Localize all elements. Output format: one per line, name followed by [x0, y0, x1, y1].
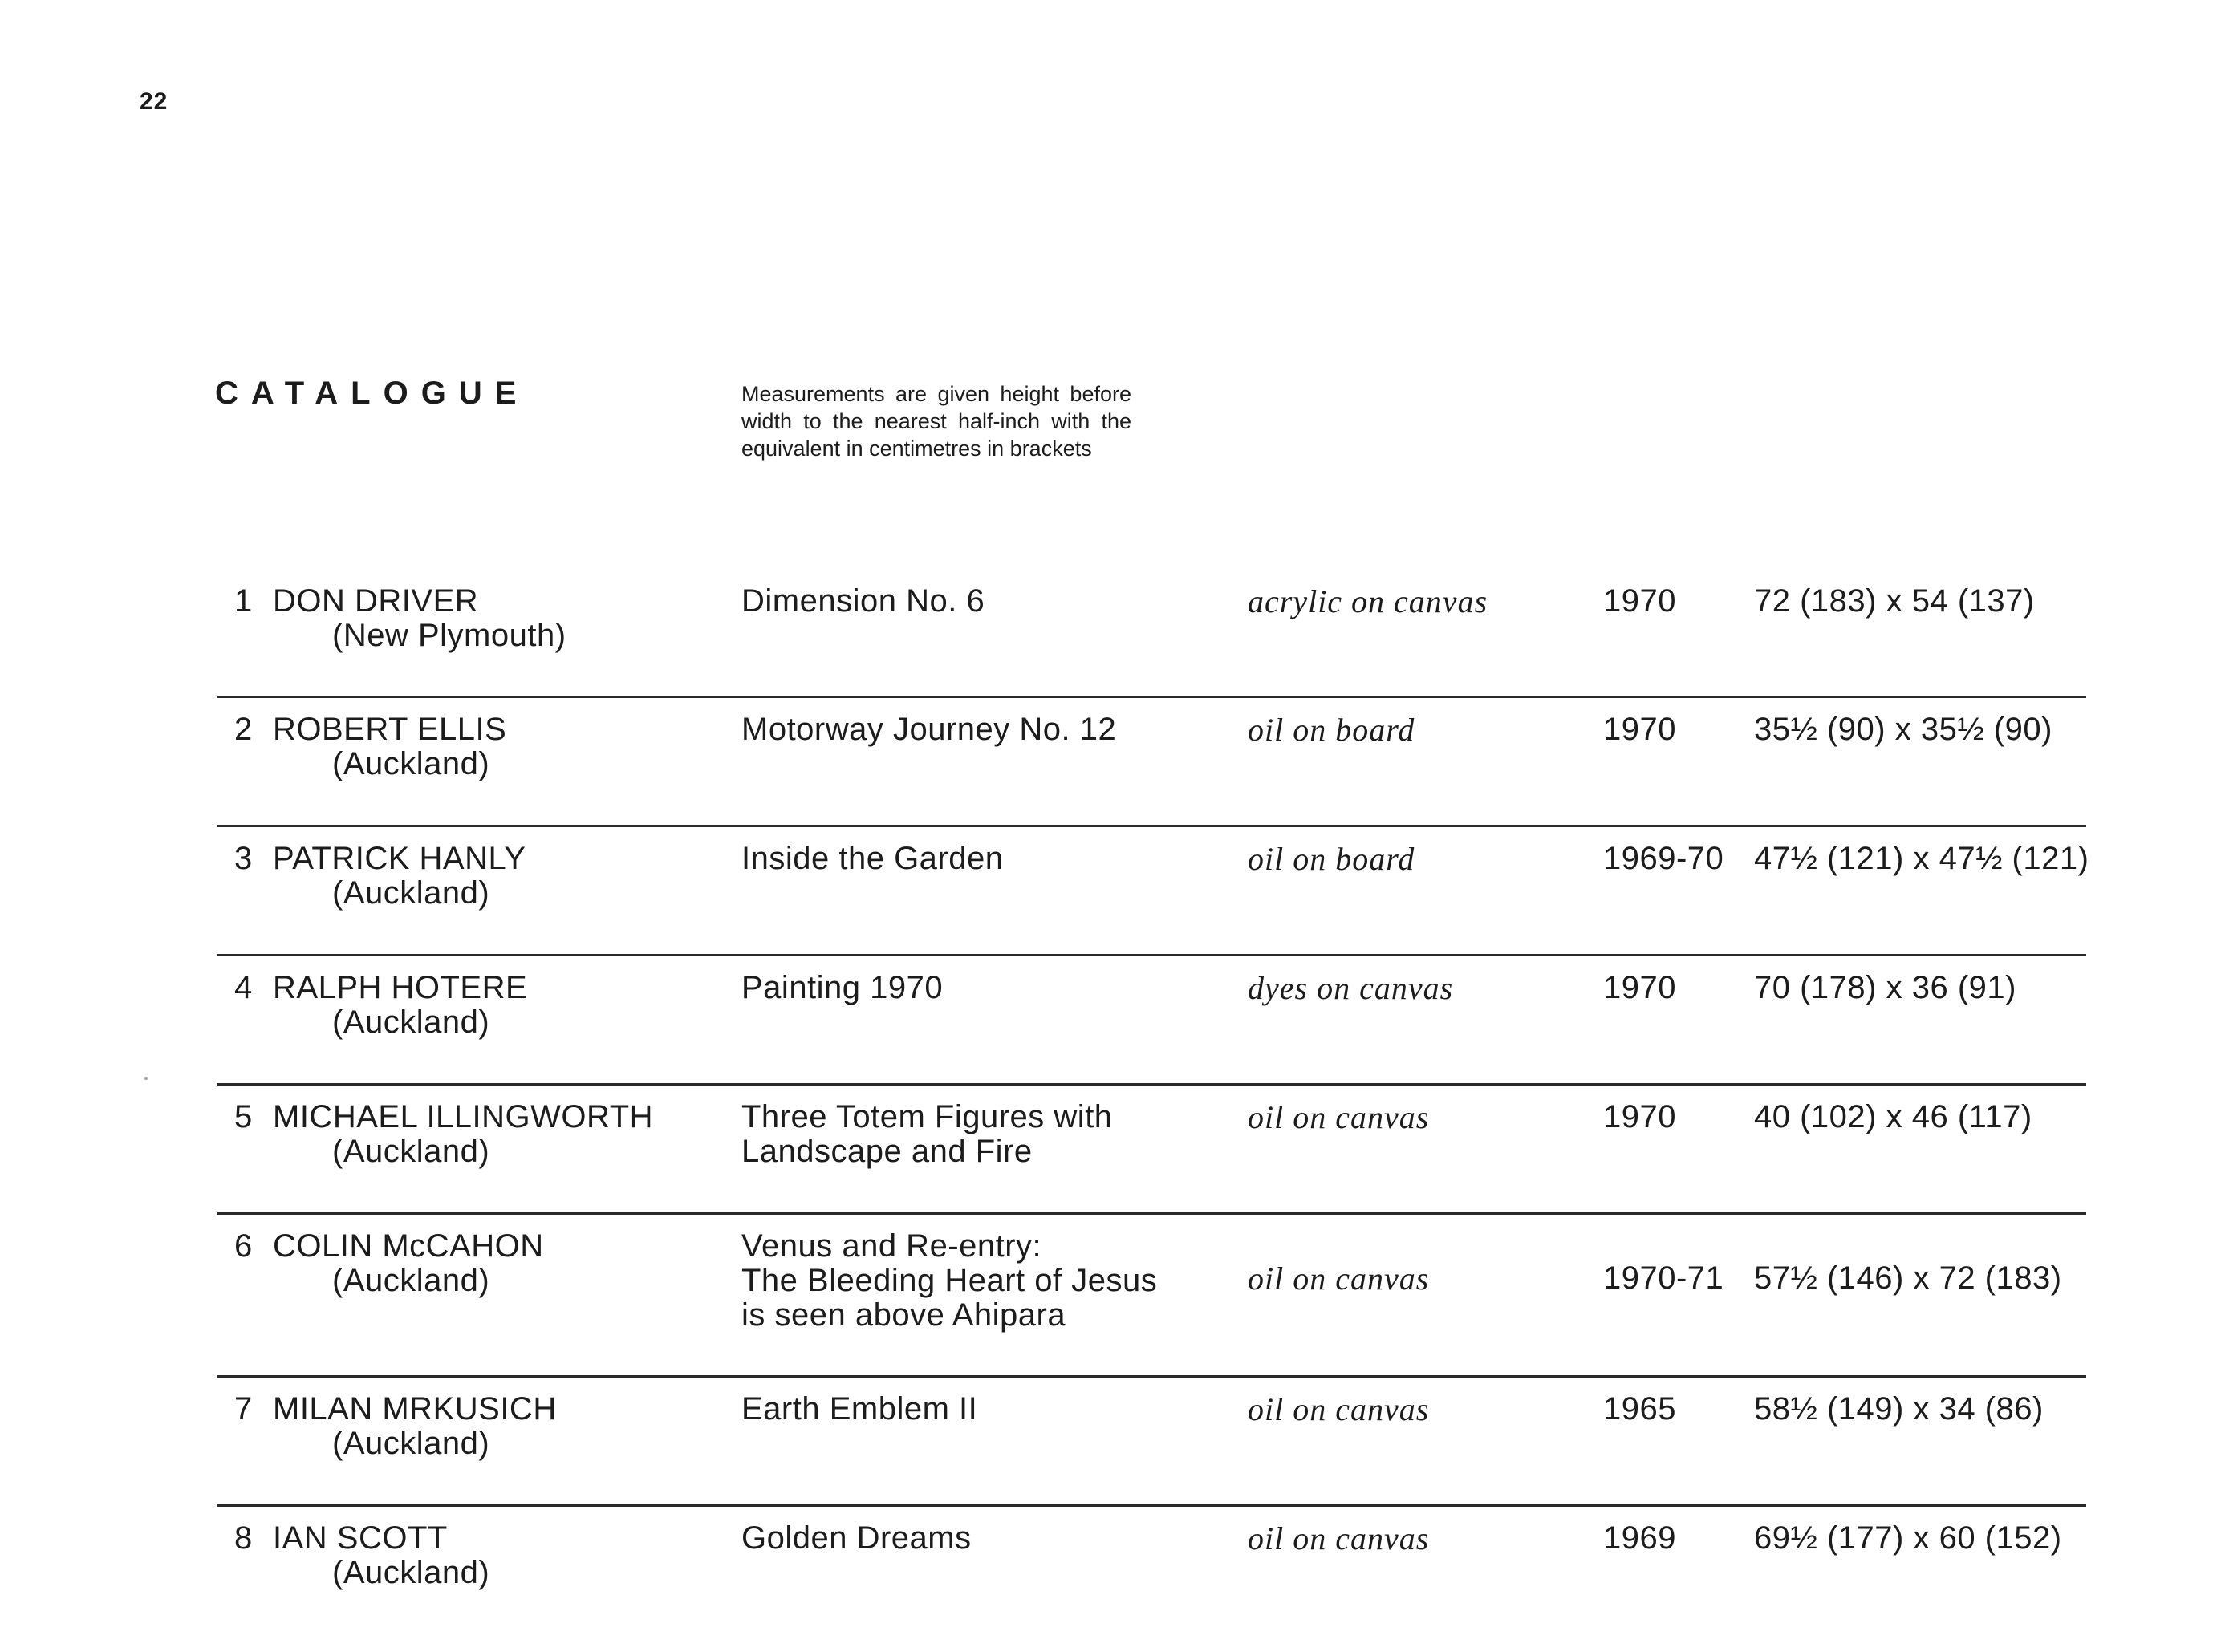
entry-medium: oil on canvas [1248, 1391, 1430, 1427]
page-number: 22 [140, 88, 169, 115]
artist-location: (Auckland) [332, 1005, 490, 1040]
title-line: The Bleeding Heart of Jesus [741, 1263, 1158, 1298]
entry-title [741, 971, 1207, 1005]
measurement-note: Measurements are given height before width to the nearest half-inch with the equivalent in centimetres in brackets [741, 382, 1131, 461]
entry-dimensions: 47½ (121) x 47½ (121) [1754, 841, 2089, 876]
entry-year: 1970 [1603, 712, 1676, 747]
entry-medium: dyes on canvas [1248, 970, 1454, 1006]
catalogue-entry-1 [217, 570, 2086, 698]
entry-dimensions: 57½ (146) x 72 (183) [1754, 1260, 2062, 1296]
artist-location: (Auckland) [332, 746, 490, 781]
catalogue-list [217, 570, 2089, 1634]
artist-name: COLIN McCAHON [273, 1228, 544, 1264]
artist-name: PATRICK HANLY [273, 841, 526, 876]
entry-title [741, 584, 1207, 619]
artist-location: (Auckland) [332, 1134, 490, 1169]
artist-location: (Auckland) [332, 875, 490, 911]
artist-name: DON DRIVER [273, 583, 479, 619]
artist-name: IAN SCOTT [273, 1520, 448, 1556]
entry-number: 7 [234, 1391, 253, 1427]
entry-number: 4 [234, 970, 253, 1005]
title-line: Inside the Garden [741, 841, 1004, 876]
artist-name: RALPH HOTERE [273, 970, 528, 1005]
entry-year: 1970 [1603, 1099, 1676, 1134]
entry-title [741, 1392, 1207, 1427]
title-line: Golden Dreams [741, 1520, 972, 1556]
entry-year: 1969 [1603, 1520, 1676, 1556]
artist-location: (Auckland) [332, 1263, 490, 1298]
artist-name: ROBERT ELLIS [273, 712, 507, 747]
title-line: Earth Emblem II [741, 1391, 978, 1427]
entry-year: 1970-71 [1603, 1260, 1724, 1296]
entry-dimensions: 70 (178) x 36 (91) [1754, 970, 2016, 1005]
title-line: Venus and Re-entry: [741, 1228, 1042, 1264]
entry-dimensions: 58½ (149) x 34 (86) [1754, 1391, 2044, 1427]
entry-number: 1 [234, 583, 253, 619]
catalogue-entry-4 [217, 956, 2086, 1086]
artist-name: MICHAEL ILLINGWORTH [273, 1099, 654, 1134]
entry-year: 1969-70 [1603, 841, 1724, 876]
artist-location: (Auckland) [332, 1426, 490, 1461]
artist-name: MILAN MRKUSICH [273, 1391, 557, 1427]
title-line: Dimension No. 6 [741, 583, 985, 619]
entry-medium: oil on canvas [1248, 1260, 1430, 1297]
catalogue-entry-7 [217, 1378, 2086, 1507]
artist-location: (Auckland) [332, 1555, 490, 1590]
entry-title [741, 712, 1207, 747]
title-line: Painting 1970 [741, 970, 944, 1005]
entry-title [741, 1100, 1207, 1169]
entry-medium: oil on canvas [1248, 1099, 1430, 1135]
title-line: Three Totem Figures with [741, 1099, 1113, 1134]
entry-dimensions: 72 (183) x 54 (137) [1754, 583, 2035, 619]
entry-dimensions: 69½ (177) x 60 (152) [1754, 1520, 2062, 1556]
entry-medium: oil on board [1248, 712, 1415, 748]
title-line: is seen above Ahipara [741, 1297, 1066, 1333]
entry-medium: oil on board [1248, 841, 1415, 877]
entry-number: 6 [234, 1228, 253, 1264]
title-line: Motorway Journey No. 12 [741, 712, 1117, 747]
entry-number: 5 [234, 1099, 253, 1134]
entry-year: 1965 [1603, 1391, 1676, 1427]
catalogue-entry-8 [217, 1507, 2086, 1634]
catalogue-entry-6 [217, 1215, 2086, 1378]
entry-dimensions: 40 (102) x 46 (117) [1754, 1099, 2032, 1134]
title-line: Landscape and Fire [741, 1134, 1033, 1169]
entry-medium: acrylic on canvas [1248, 583, 1488, 619]
paper-speck [144, 1077, 148, 1080]
artist-location: (New Plymouth) [332, 618, 566, 653]
catalogue-entry-5 [217, 1086, 2086, 1215]
catalogue-heading: CATALOGUE [215, 375, 530, 411]
entry-medium: oil on canvas [1248, 1520, 1430, 1557]
entry-year: 1970 [1603, 583, 1676, 619]
entry-number: 8 [234, 1520, 253, 1556]
entry-title [741, 1229, 1207, 1333]
entry-title [741, 1521, 1207, 1556]
catalogue-entry-2 [217, 698, 2086, 827]
entry-year: 1970 [1603, 970, 1676, 1005]
entry-dimensions: 35½ (90) x 35½ (90) [1754, 712, 2052, 747]
entry-number: 3 [234, 841, 253, 876]
catalogue-entry-3 [217, 827, 2089, 956]
entry-number: 2 [234, 712, 253, 747]
entry-title [741, 842, 1207, 876]
